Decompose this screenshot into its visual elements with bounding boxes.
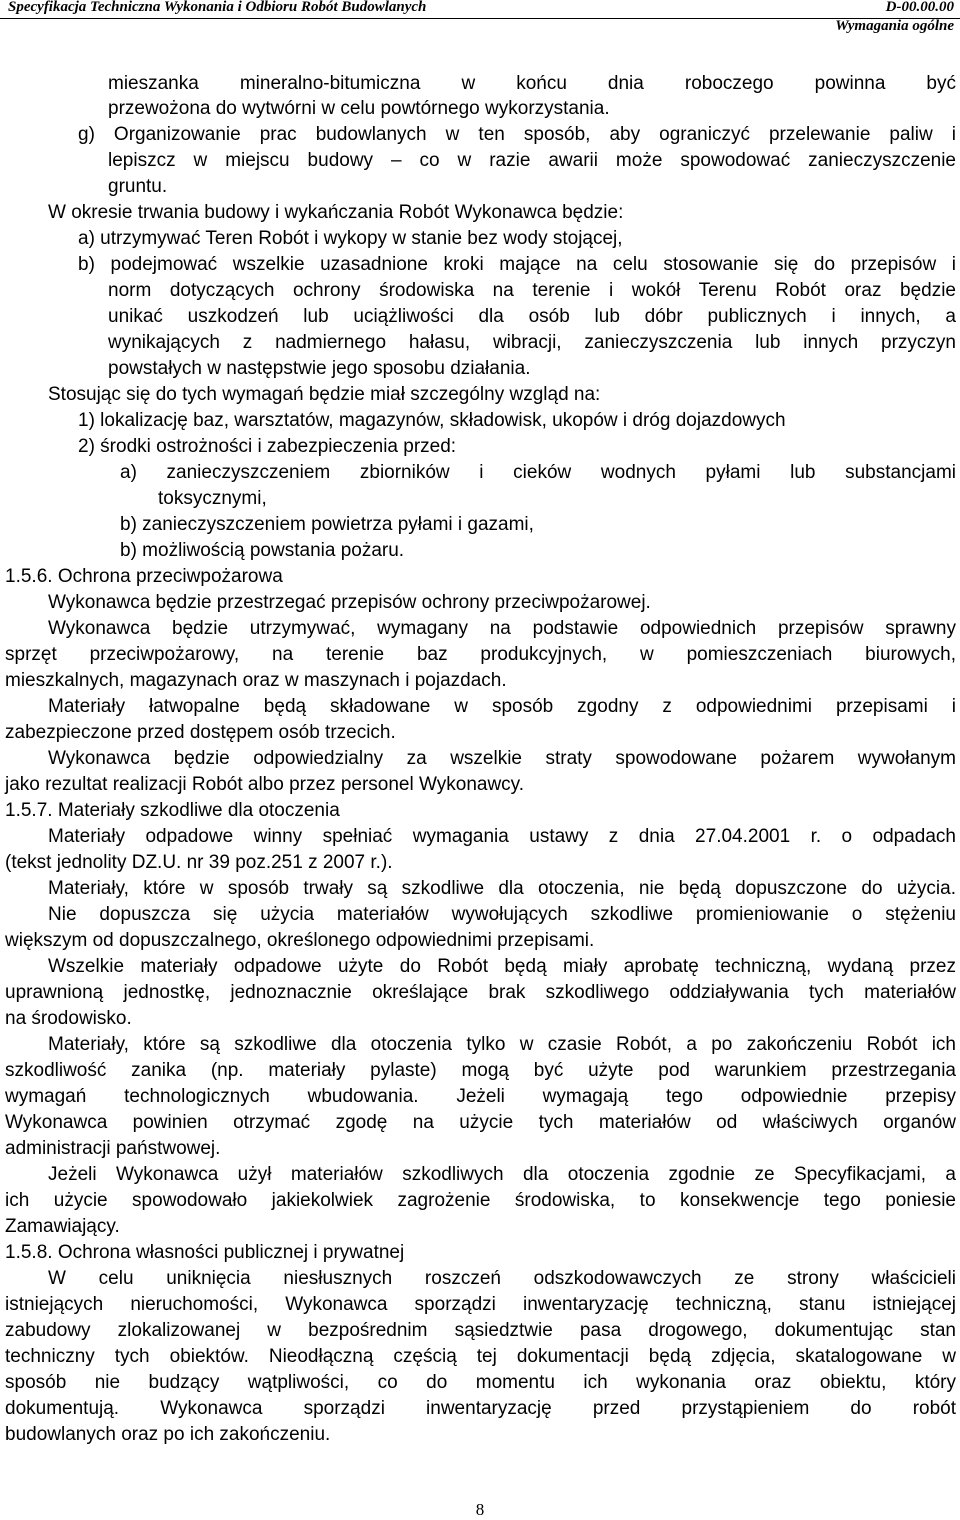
- text-line: powstałych w następstwie jego sposobu działania.: [108, 358, 531, 379]
- text-line: gruntu.: [108, 176, 168, 197]
- text-line: norm dotyczących ochrony środowiska na terenie i wokół Terenu Robót oraz będzie: [108, 280, 956, 301]
- section-heading-1-5-7: 1.5.7. Materiały szkodliwe dla otoczenia: [5, 800, 340, 821]
- text-line: Wykonawca będzie utrzymywać, wymagany na podstawie odpowiednich przepisów sprawny: [48, 618, 956, 639]
- text-line: dokumentują. Wykonawca sporządzi inwentaryzację przed przystąpieniem do robót: [5, 1398, 956, 1419]
- document-subtitle: Wymagania ogólne: [835, 18, 954, 34]
- list-item-2: 2) środki ostrożności i zabezpieczenia przed:: [78, 436, 457, 457]
- text-line: g) Organizowanie prac budowlanych w ten sposób, aby ograniczyć przelewanie paliw i: [78, 124, 956, 145]
- text-line: Wykonawca powinien otrzymać zgodę na użycie tych materiałów od właściwych organów: [5, 1112, 956, 1133]
- text-line: W okresie trwania budowy i wykańczania Robót Wykonawca będzie:: [48, 202, 624, 223]
- text-line: istniejących nieruchomości, Wykonawca sporządzi inwentaryzację techniczną, stanu istniejącej: [5, 1294, 956, 1315]
- text-line: Materiały łatwopalne będą składowane w sposób zgodny z odpowiednimi przepisami i: [48, 696, 956, 717]
- text-line: budowlanych oraz po ich zakończeniu.: [5, 1424, 331, 1445]
- text-line: mieszanka mineralno-bitumiczna w końcu dnia roboczego powinna być: [108, 73, 956, 94]
- sub-item-b: b) zanieczyszczeniem powietrza pyłami i gazami,: [120, 514, 534, 535]
- text-line: uprawnioną jednostkę, jednoznacznie określające brak szkodliwego oddziaływania tych materiałów: [5, 982, 956, 1003]
- text-line: Jeżeli Wykonawca użył materiałów szkodliwych dla otoczenia zgodnie ze Specyfikacjami, a: [48, 1164, 956, 1185]
- section-heading-1-5-8: 1.5.8. Ochrona własności publicznej i prywatnej: [5, 1242, 405, 1263]
- page-number: 8: [475, 1500, 485, 1519]
- text-line: wynikających z nadmiernego hałasu, wibracji, zanieczyszczenia lub innych przyczyn: [108, 332, 956, 353]
- list-item-a: a) utrzymywać Teren Robót i wykopy w stanie bez wody stojącej,: [78, 228, 623, 249]
- text-line: zabezpieczone przed dostępem osób trzecich.: [5, 722, 396, 743]
- text-line: (tekst jednolity DZ.U. nr 39 poz.251 z 2007 r.).: [5, 852, 393, 873]
- list-item-1: 1) lokalizację baz, warsztatów, magazynów, składowisk, ukopów i dróg dojazdowych: [78, 410, 786, 431]
- text-line: wymagań technologicznych wbudowania. Jeżeli wymagają tego odpowiednie przepisy: [5, 1086, 956, 1107]
- text-line: jako rezultat realizacji Robót albo przez personel Wykonawcy.: [5, 774, 525, 795]
- text-line: Wykonawca będzie przestrzegać przepisów ochrony przeciwpożarowej.: [48, 592, 651, 613]
- text-line: Wszelkie materiały odpadowe użyte do Robót będą miały aprobatę techniczną, wydaną przez: [48, 956, 956, 977]
- document-code: D-00.00.00: [885, 0, 954, 15]
- document-title: Specyfikacja Techniczna Wykonania i Odbioru Robót Budowlanych: [8, 0, 427, 15]
- text-line: na środowisko.: [5, 1008, 132, 1029]
- text-line: unikać uszkodzeń lub uciążliwości dla osób lub dóbr publicznych i innych, a: [108, 306, 956, 327]
- text-line: Materiały, które w sposób trwały są szkodliwe dla otoczenia, nie będą dopuszczone do użycia.: [48, 878, 956, 899]
- header-rule: [0, 18, 960, 19]
- text-line: Stosując się do tych wymagań będzie miał szczególny wzgląd na:: [48, 384, 601, 405]
- text-line: lepiszcz w miejscu budowy – co w razie awarii może spowodować zanieczyszczenie: [108, 150, 956, 171]
- text-line: większym od dopuszczalnego, określonego odpowiednimi przepisami.: [5, 930, 595, 951]
- text-line: przewożona do wytwórni w celu powtórnego wykorzystania.: [108, 98, 610, 119]
- text-line: techniczny tych obiektów. Nieodłączną częścią tej dokumentacji będą zdjęcia, skatalogowane w: [5, 1346, 956, 1367]
- list-item-b: b) podejmować wszelkie uzasadnione kroki mające na celu stosowanie się do przepisów i: [78, 254, 956, 275]
- page-header: [0, 0, 960, 38]
- text-line: Materiały, które są szkodliwe dla otoczenia tylko w czasie Robót, a po zakończeniu Robót ich: [48, 1034, 956, 1055]
- text-line: zabudowy zlokalizowanej w bezpośrednim sąsiedztwie pasa drogowego, dokumentując stan: [5, 1320, 956, 1341]
- text-line: sposób nie budzący wątpliwości, co do momentu ich wykonania oraz obiektu, który: [5, 1372, 956, 1393]
- section-heading-1-5-6: 1.5.6. Ochrona przeciwpożarowa: [5, 566, 283, 587]
- text-line: Materiały odpadowe winny spełniać wymagania ustawy z dnia 27.04.2001 r. o odpadach: [48, 826, 956, 847]
- text-line: toksycznymi,: [158, 488, 267, 509]
- text-line: W celu uniknięcia niesłusznych roszczeń odszkodowawczych ze strony właścicieli: [48, 1268, 956, 1289]
- text-line: administracji państwowej.: [5, 1138, 221, 1159]
- text-line: Nie dopuszcza się użycia materiałów wywołujących szkodliwe promieniowanie o stężeniu: [48, 904, 956, 925]
- text-line: mieszkalnych, magazynach oraz w maszynach i pojazdach.: [5, 670, 507, 691]
- text-line: sprzęt przeciwpożarowy, na terenie baz produkcyjnych, w pomieszczeniach biurowych,: [5, 644, 956, 665]
- text-line: ich użycie spowodowało jakiekolwiek zagrożenie środowiska, to konsekwencje tego poniesie: [5, 1190, 956, 1211]
- text-line: Wykonawca będzie odpowiedzialny za wszelkie straty spowodowane pożarem wywołanym: [48, 748, 956, 769]
- sub-item-a: a) zanieczyszczeniem zbiorników i cieków wodnych pyłami lub substancjami: [120, 462, 956, 483]
- text-line: szkodliwość zanika (np. materiały pylaste) mogą być użyte pod warunkiem przestrzegania: [5, 1060, 956, 1081]
- sub-item-b: b) możliwością powstania pożaru.: [120, 540, 405, 561]
- text-line: Zamawiający.: [5, 1216, 120, 1237]
